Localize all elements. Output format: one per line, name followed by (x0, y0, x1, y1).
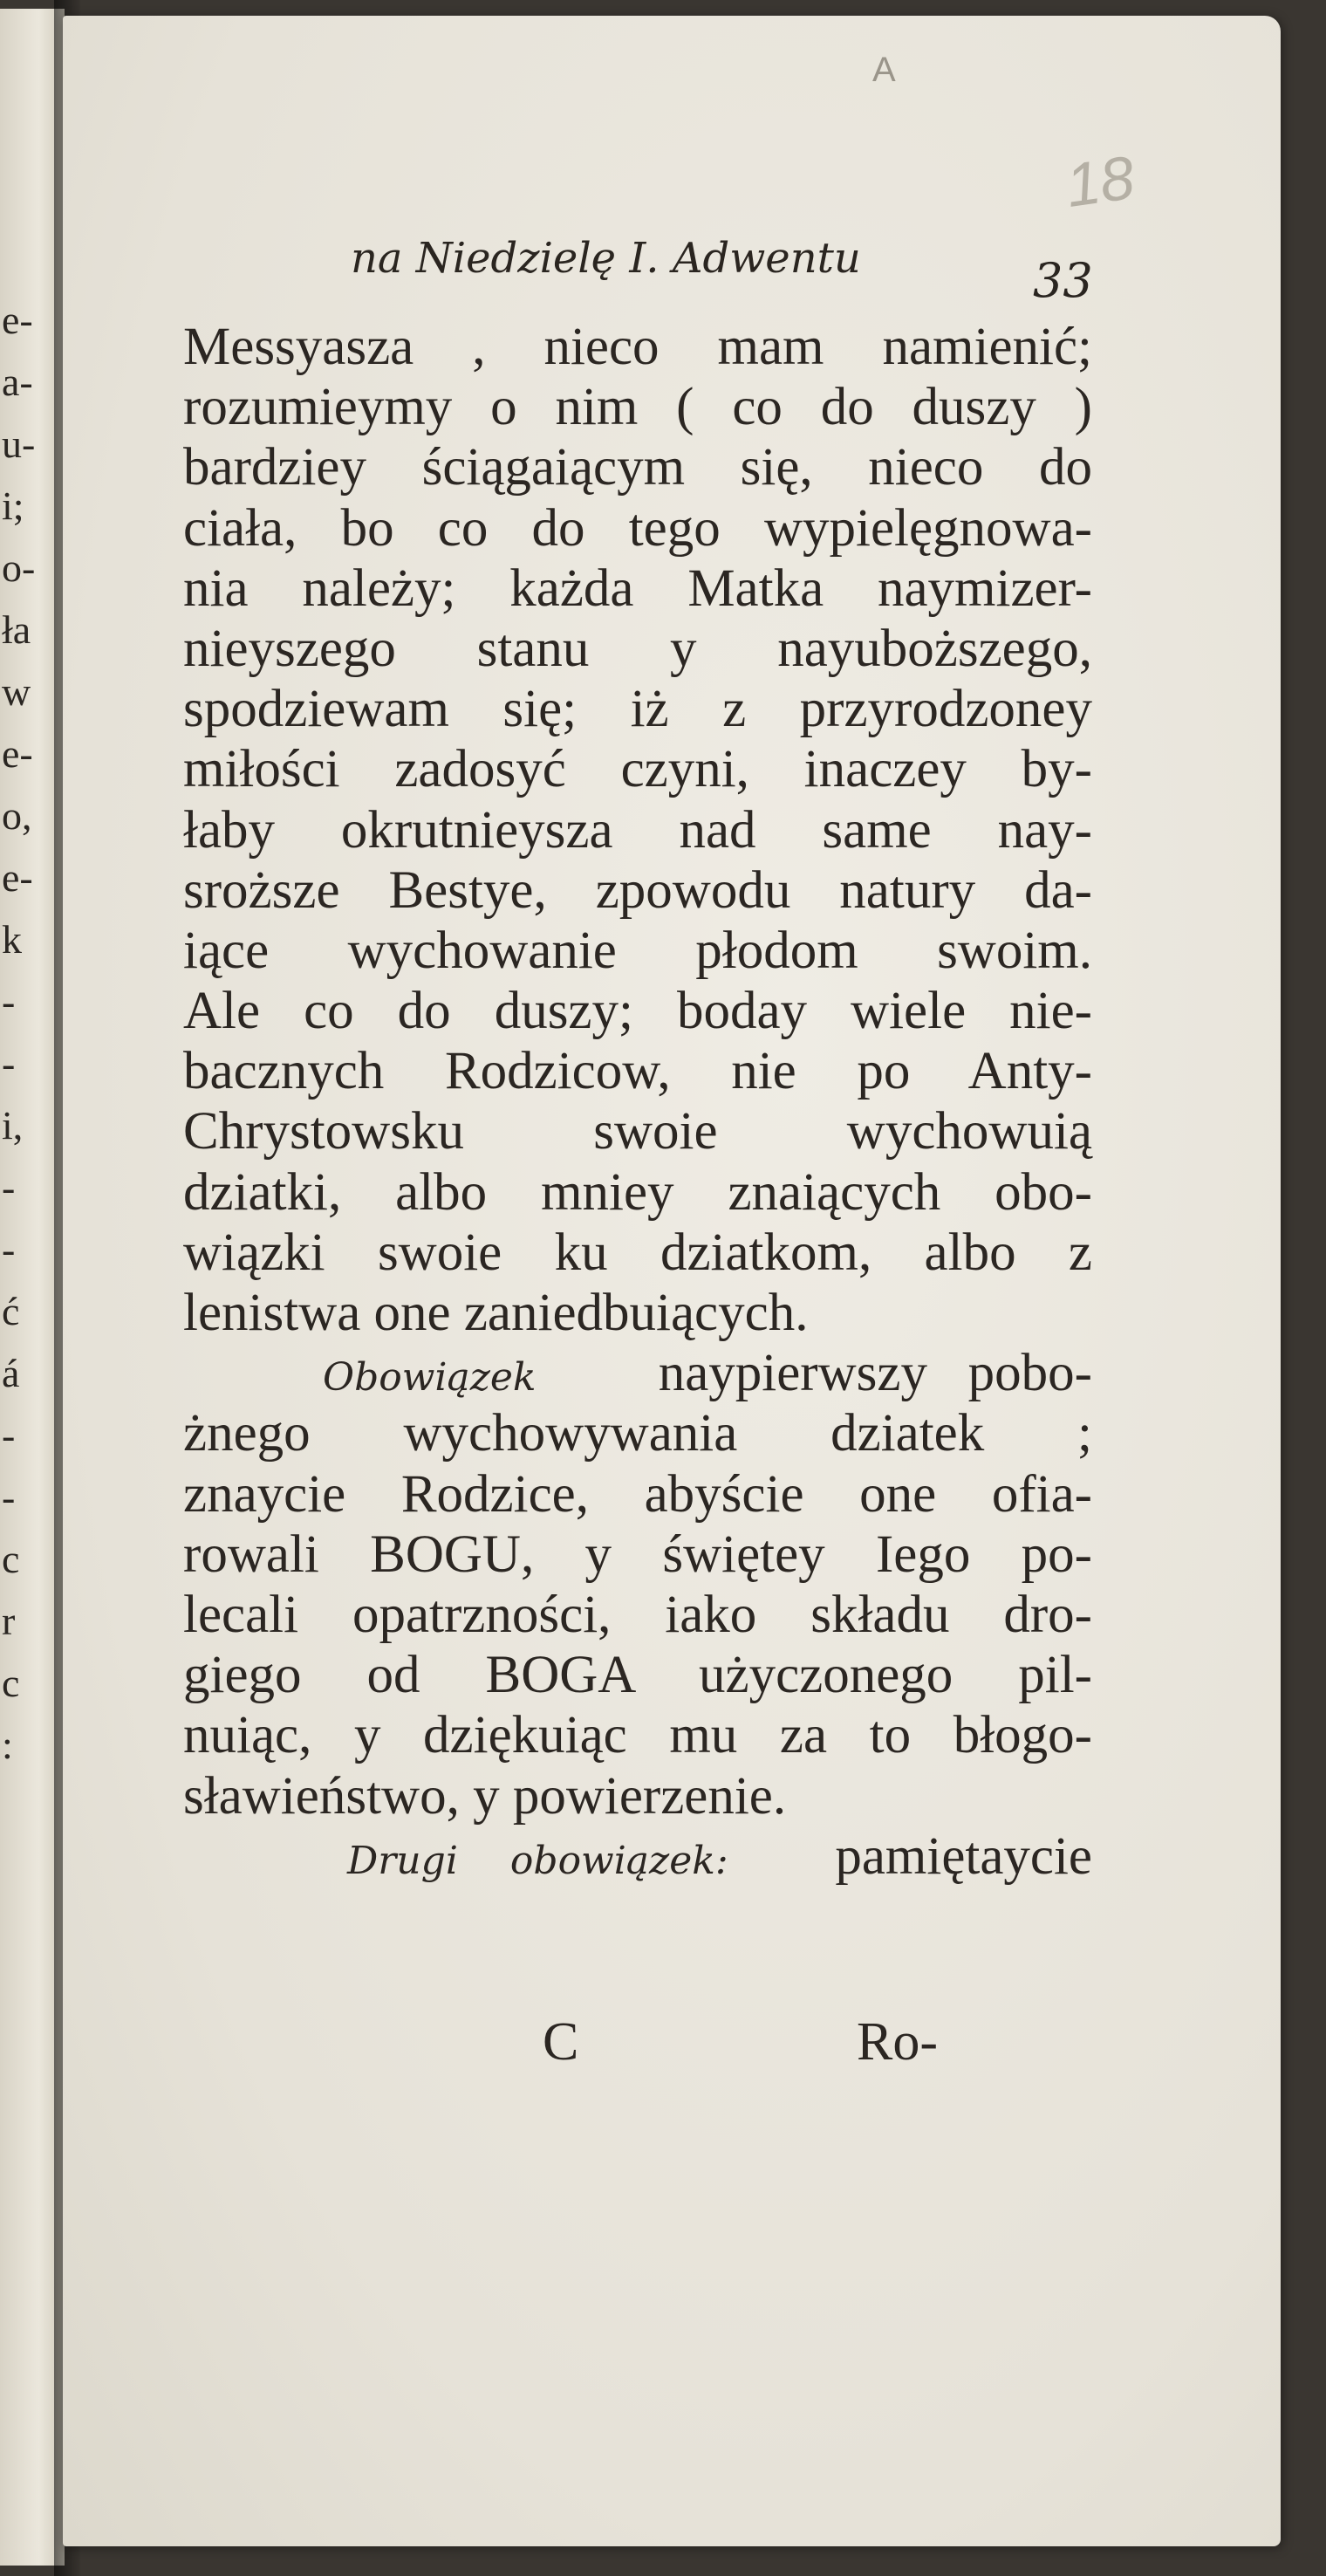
text-line: spodziewam się; iż z przyrodzoney (183, 680, 1092, 739)
adjacent-page-fragment: o- (2, 545, 36, 590)
adjacent-page-fragment: ła (2, 607, 31, 652)
adjacent-page-fragment: - (2, 1227, 16, 1271)
pencil-mark: A (872, 51, 896, 89)
adjacent-page-fragment: i; (2, 483, 24, 528)
adjacent-page-fragment: e- (2, 298, 33, 342)
text-run: naypierwszy pobo- (658, 1344, 1092, 1403)
signature-mark: C (543, 2012, 579, 2072)
adjacent-page-fragment: ć (2, 1289, 20, 1333)
text-line: Messyasza , nieco mam namienić; (183, 318, 1092, 376)
text-line: sławieństwo, y powierzenie. (183, 1766, 787, 1826)
text-line: wiązki swoie ku dziatkom, albo z (183, 1223, 1092, 1282)
adjacent-page-fragment: o, (2, 793, 32, 838)
text-line: rowali BOGU, y świętey Iego po- (183, 1524, 1092, 1584)
adjacent-page-fragment: a- (2, 360, 33, 404)
text-line: iące wychowanie płodom swoim. (183, 921, 1092, 980)
adjacent-page-fragment: - (2, 1475, 16, 1519)
adjacent-page-fragment: c (2, 1661, 20, 1705)
adjacent-page-fragment: c (2, 1537, 20, 1581)
adjacent-page-fragment: u- (2, 421, 36, 466)
adjacent-page-fragment: - (2, 1165, 16, 1209)
text-line: łaby okrutnieysza nad same nay- (183, 800, 1092, 860)
text-line: lecali opatrzności, iako składu dro- (183, 1585, 1092, 1644)
text-line: sroższe Bestye, zpowodu natury da- (183, 860, 1092, 920)
adjacent-page-fragment: w (2, 669, 31, 714)
text-line: nuiąc, y dziękuiąc mu za to błogo- (183, 1706, 1092, 1765)
text-line: bacznych Rodzicow, nie po Anty- (183, 1042, 1092, 1101)
text-line: Ale co do duszy; boday wiele nie- (183, 982, 1092, 1041)
text-line: ciała, bo co do tego wypielęgnowa- (183, 498, 1092, 558)
text-line: dziatki, albo mniey znaiących obo- (183, 1162, 1092, 1222)
text-line: znaycie Rodzice, abyście one ofia- (183, 1464, 1092, 1524)
adjacent-page-fragment: á (2, 1351, 20, 1395)
paragraph-lead: Obowiązek (323, 1355, 537, 1401)
body-text (183, 317, 1092, 1887)
text-line: żnego wychowywania dziatek ; (183, 1404, 1092, 1463)
signature-line (0, 2011, 1326, 2072)
adjacent-page-fragment: - (2, 1413, 16, 1457)
text-line: giego od BOGA użyczonego pil- (183, 1646, 1092, 1705)
text-line: bardziey ściągaiącym się, nieco do (183, 438, 1092, 497)
text-run: pamiętaycie (835, 1826, 1093, 1886)
adjacent-page-fragment: r (2, 1599, 16, 1643)
running-head: na Niedzielę I. Adwentu (351, 234, 861, 283)
paragraph-lead: Drugi obowiązek: (347, 1838, 728, 1883)
text-line: nia należy; każda Matka naymizer- (183, 558, 1092, 618)
pencil-folio-number: 18 (1061, 142, 1138, 221)
text-line: nieyszego stanu y nayuboższego, (183, 619, 1092, 678)
paragraph-lead-line (183, 1826, 1092, 1887)
text-line: rozumieymy o nim ( co do duszy ) (183, 378, 1092, 437)
page-number: 33 (1033, 253, 1093, 308)
adjacent-page-fragment: - (2, 1041, 16, 1086)
text-line: miłości zadosyć czyni, inaczey by- (183, 740, 1092, 799)
adjacent-page-fragment: - (2, 979, 16, 1024)
text-line: Chrystowsku swoie wychowuią (183, 1102, 1092, 1161)
book-page (63, 16, 1281, 2546)
adjacent-page-fragment: e- (2, 731, 33, 776)
text-line: lenistwa one zaniedbuiących. (183, 1284, 809, 1342)
adjacent-page-fragment: : (2, 1723, 13, 1767)
catchword: Ro- (857, 2012, 938, 2072)
adjacent-page-fragment: i, (2, 1103, 24, 1148)
adjacent-page-fragment: k (2, 917, 22, 962)
paragraph-lead-line (183, 1343, 1092, 1403)
adjacent-page-fragment: e- (2, 855, 33, 900)
